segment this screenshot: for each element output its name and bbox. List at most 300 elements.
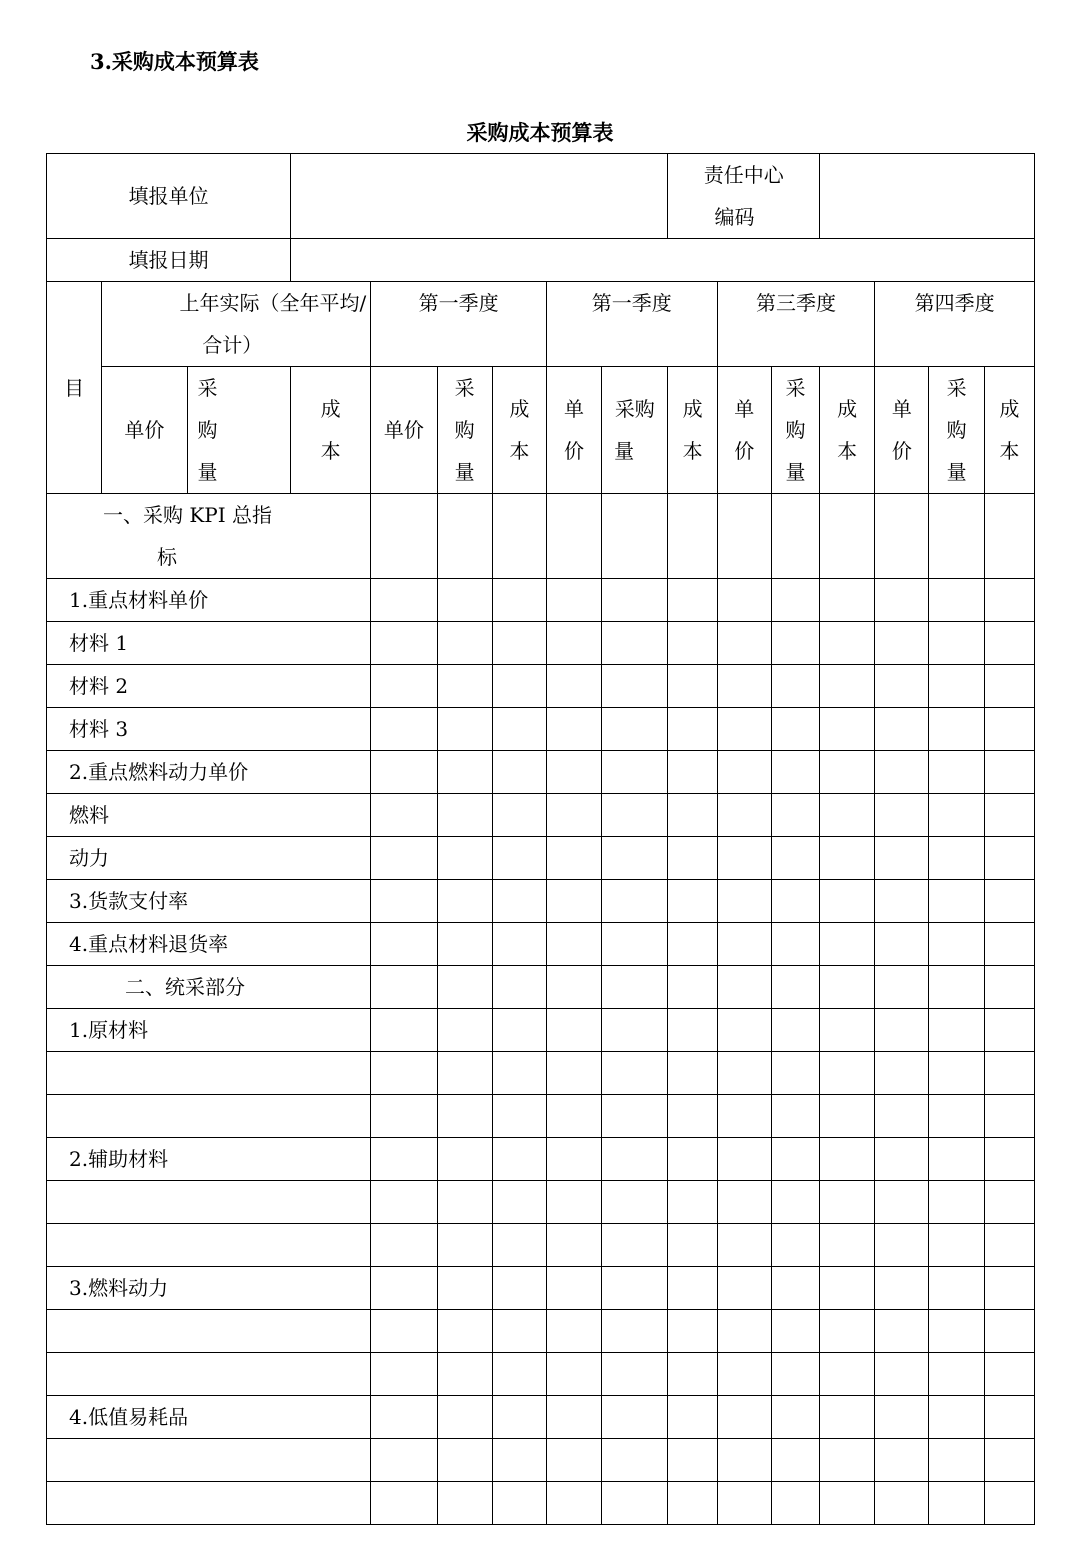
data-cell[interactable]: [717, 1138, 771, 1181]
data-cell[interactable]: [984, 923, 1034, 966]
data-cell[interactable]: [717, 1009, 771, 1052]
data-cell[interactable]: [820, 1009, 875, 1052]
data-cell[interactable]: [602, 494, 668, 579]
blank-row-label[interactable]: [47, 1224, 371, 1267]
data-cell[interactable]: [371, 1009, 437, 1052]
data-cell[interactable]: [602, 923, 668, 966]
data-cell[interactable]: [984, 1095, 1034, 1138]
data-cell[interactable]: [492, 1138, 546, 1181]
data-cell[interactable]: [371, 579, 437, 622]
data-cell[interactable]: [984, 966, 1034, 1009]
row-label: 3.货款支付率: [47, 880, 371, 923]
data-cell[interactable]: [546, 966, 601, 1009]
data-cell[interactable]: [492, 751, 546, 794]
data-cell[interactable]: [717, 751, 771, 794]
data-cell[interactable]: [875, 1482, 929, 1525]
data-cell[interactable]: [717, 1095, 771, 1138]
data-cell[interactable]: [492, 1396, 546, 1439]
data-cell[interactable]: [717, 1396, 771, 1439]
data-cell[interactable]: [771, 1267, 819, 1310]
data-cell[interactable]: [875, 1267, 929, 1310]
data-cell[interactable]: [929, 579, 984, 622]
data-cell[interactable]: [437, 880, 492, 923]
data-cell[interactable]: [437, 1439, 492, 1482]
data-cell[interactable]: [437, 751, 492, 794]
data-cell[interactable]: [546, 1138, 601, 1181]
data-cell[interactable]: [717, 579, 771, 622]
data-cell[interactable]: [668, 1009, 717, 1052]
data-cell[interactable]: [929, 708, 984, 751]
data-cell[interactable]: [820, 966, 875, 1009]
blank-row-label[interactable]: [47, 1439, 371, 1482]
data-cell[interactable]: [602, 1224, 668, 1267]
data-cell[interactable]: [668, 880, 717, 923]
data-cell[interactable]: [437, 1310, 492, 1353]
data-cell[interactable]: [437, 1482, 492, 1525]
prior-qty-header: 采 购 量: [187, 367, 290, 494]
data-cell[interactable]: [371, 1267, 437, 1310]
row-label: 2.重点燃料动力单价: [47, 751, 371, 794]
data-cell[interactable]: [717, 708, 771, 751]
responsibility-center-code-input[interactable]: [820, 154, 1035, 239]
data-cell[interactable]: [668, 1267, 717, 1310]
data-cell[interactable]: [437, 1396, 492, 1439]
data-cell[interactable]: [668, 1310, 717, 1353]
data-cell[interactable]: [717, 1482, 771, 1525]
data-cell[interactable]: [771, 1353, 819, 1396]
data-cell[interactable]: [929, 794, 984, 837]
data-cell[interactable]: [371, 1052, 437, 1095]
data-cell[interactable]: [492, 622, 546, 665]
data-cell[interactable]: [717, 622, 771, 665]
data-cell[interactable]: [371, 1396, 437, 1439]
data-cell[interactable]: [771, 1310, 819, 1353]
data-cell[interactable]: [437, 579, 492, 622]
fill-date-input[interactable]: [290, 239, 1034, 282]
data-cell[interactable]: [492, 1439, 546, 1482]
blank-row-label[interactable]: [47, 1310, 371, 1353]
data-cell[interactable]: [602, 966, 668, 1009]
data-cell[interactable]: [984, 1439, 1034, 1482]
data-cell[interactable]: [668, 794, 717, 837]
data-cell[interactable]: [546, 751, 601, 794]
data-cell[interactable]: [602, 622, 668, 665]
data-cell[interactable]: [717, 837, 771, 880]
data-cell[interactable]: [602, 794, 668, 837]
data-cell[interactable]: [371, 1138, 437, 1181]
data-cell[interactable]: [717, 1353, 771, 1396]
data-cell[interactable]: [668, 622, 717, 665]
data-cell[interactable]: [771, 1396, 819, 1439]
data-cell[interactable]: [717, 1224, 771, 1267]
data-cell[interactable]: [668, 1439, 717, 1482]
data-cell[interactable]: [875, 1052, 929, 1095]
data-cell[interactable]: [602, 1181, 668, 1224]
data-cell[interactable]: [771, 1224, 819, 1267]
blank-row-label[interactable]: [47, 1052, 371, 1095]
data-cell[interactable]: [602, 880, 668, 923]
data-cell[interactable]: [820, 1353, 875, 1396]
q2-header: 第一季度: [546, 282, 717, 367]
data-cell[interactable]: [929, 1267, 984, 1310]
data-cell[interactable]: [437, 708, 492, 751]
data-cell[interactable]: [875, 579, 929, 622]
data-cell[interactable]: [929, 923, 984, 966]
data-cell[interactable]: [984, 794, 1034, 837]
data-cell[interactable]: [492, 708, 546, 751]
data-cell[interactable]: [717, 1310, 771, 1353]
data-cell[interactable]: [984, 1181, 1034, 1224]
data-cell[interactable]: [492, 794, 546, 837]
data-cell[interactable]: [984, 1267, 1034, 1310]
data-cell[interactable]: [929, 622, 984, 665]
prior-unit-price-header: 单价: [102, 367, 187, 494]
data-cell[interactable]: [546, 1009, 601, 1052]
data-cell[interactable]: [929, 966, 984, 1009]
data-cell[interactable]: [929, 1439, 984, 1482]
fill-unit-input[interactable]: [290, 154, 668, 239]
data-cell[interactable]: [371, 1224, 437, 1267]
data-cell[interactable]: [984, 880, 1034, 923]
data-cell[interactable]: [820, 880, 875, 923]
data-cell[interactable]: [875, 1439, 929, 1482]
data-cell[interactable]: [602, 1052, 668, 1095]
data-cell[interactable]: [546, 708, 601, 751]
data-cell[interactable]: [984, 708, 1034, 751]
data-cell[interactable]: [875, 1009, 929, 1052]
data-cell[interactable]: [929, 665, 984, 708]
data-cell[interactable]: [984, 494, 1034, 579]
data-cell[interactable]: [371, 1439, 437, 1482]
data-cell[interactable]: [875, 1353, 929, 1396]
data-cell[interactable]: [437, 1181, 492, 1224]
data-cell[interactable]: [929, 751, 984, 794]
q3-header: 第三季度: [717, 282, 875, 367]
data-cell[interactable]: [668, 1095, 717, 1138]
data-cell[interactable]: [437, 665, 492, 708]
data-cell[interactable]: [984, 1482, 1034, 1525]
data-cell[interactable]: [929, 880, 984, 923]
data-cell[interactable]: [771, 1482, 819, 1525]
data-cell[interactable]: [371, 794, 437, 837]
data-cell[interactable]: [984, 1138, 1034, 1181]
data-cell[interactable]: [546, 1095, 601, 1138]
data-cell[interactable]: [820, 1439, 875, 1482]
data-cell[interactable]: [875, 708, 929, 751]
data-cell[interactable]: [602, 1009, 668, 1052]
data-cell[interactable]: [668, 708, 717, 751]
data-cell[interactable]: [820, 923, 875, 966]
data-cell[interactable]: [437, 1052, 492, 1095]
data-cell[interactable]: [717, 923, 771, 966]
data-cell[interactable]: [602, 579, 668, 622]
data-cell[interactable]: [929, 1310, 984, 1353]
data-cell[interactable]: [492, 579, 546, 622]
blank-row-label[interactable]: [47, 1353, 371, 1396]
data-cell[interactable]: [717, 1439, 771, 1482]
data-cell[interactable]: [929, 1482, 984, 1525]
data-cell[interactable]: [602, 665, 668, 708]
data-cell[interactable]: [602, 1482, 668, 1525]
data-cell[interactable]: [668, 1224, 717, 1267]
data-cell[interactable]: [492, 966, 546, 1009]
data-cell[interactable]: [437, 1353, 492, 1396]
data-cell[interactable]: [771, 1052, 819, 1095]
data-cell[interactable]: [668, 1396, 717, 1439]
data-cell[interactable]: [602, 1310, 668, 1353]
data-cell[interactable]: [437, 837, 492, 880]
row-label: 燃料: [47, 794, 371, 837]
prior-year-header: 上年实际（全年平均/ 合计）: [102, 282, 371, 367]
data-cell[interactable]: [820, 622, 875, 665]
data-cell[interactable]: [929, 494, 984, 579]
data-cell[interactable]: [546, 794, 601, 837]
data-cell[interactable]: [492, 1181, 546, 1224]
data-cell[interactable]: [875, 751, 929, 794]
data-cell[interactable]: [602, 1095, 668, 1138]
data-cell[interactable]: [875, 794, 929, 837]
data-cell[interactable]: [771, 622, 819, 665]
data-cell[interactable]: [984, 1009, 1034, 1052]
data-cell[interactable]: [371, 1310, 437, 1353]
data-cell[interactable]: [602, 751, 668, 794]
data-cell[interactable]: [984, 665, 1034, 708]
data-cell[interactable]: [929, 837, 984, 880]
data-cell[interactable]: [820, 494, 875, 579]
data-cell[interactable]: [984, 579, 1034, 622]
data-cell[interactable]: [546, 665, 601, 708]
data-cell[interactable]: [492, 880, 546, 923]
data-cell[interactable]: [771, 579, 819, 622]
q3-qty-header: 采 购 量: [771, 367, 819, 494]
data-cell[interactable]: [371, 837, 437, 880]
data-cell[interactable]: [717, 1267, 771, 1310]
data-cell[interactable]: [984, 1353, 1034, 1396]
data-cell[interactable]: [668, 1353, 717, 1396]
data-cell[interactable]: [717, 794, 771, 837]
data-cell[interactable]: [602, 1138, 668, 1181]
data-cell[interactable]: [437, 966, 492, 1009]
data-cell[interactable]: [492, 1224, 546, 1267]
data-cell[interactable]: [492, 923, 546, 966]
data-cell[interactable]: [875, 880, 929, 923]
data-cell[interactable]: [668, 751, 717, 794]
data-cell[interactable]: [492, 1095, 546, 1138]
data-cell[interactable]: [929, 1138, 984, 1181]
q1-unit-price-header: 单价: [371, 367, 437, 494]
data-cell[interactable]: [492, 1310, 546, 1353]
data-cell[interactable]: [771, 880, 819, 923]
data-cell[interactable]: [546, 1267, 601, 1310]
data-cell[interactable]: [371, 1482, 437, 1525]
data-cell[interactable]: [875, 1310, 929, 1353]
data-cell[interactable]: [771, 665, 819, 708]
data-cell[interactable]: [929, 1052, 984, 1095]
data-cell[interactable]: [546, 579, 601, 622]
data-cell[interactable]: [771, 1138, 819, 1181]
data-cell[interactable]: [492, 1052, 546, 1095]
data-cell[interactable]: [371, 622, 437, 665]
data-cell[interactable]: [492, 1009, 546, 1052]
data-cell[interactable]: [717, 665, 771, 708]
data-cell[interactable]: [437, 622, 492, 665]
data-cell[interactable]: [492, 1482, 546, 1525]
data-cell[interactable]: [929, 1009, 984, 1052]
data-cell[interactable]: [875, 837, 929, 880]
data-cell[interactable]: [437, 1267, 492, 1310]
data-cell[interactable]: [820, 751, 875, 794]
data-cell[interactable]: [771, 794, 819, 837]
data-cell[interactable]: [771, 1009, 819, 1052]
data-cell[interactable]: [546, 1439, 601, 1482]
blank-row-label[interactable]: [47, 1095, 371, 1138]
data-cell[interactable]: [820, 1310, 875, 1353]
data-cell[interactable]: [371, 494, 437, 579]
data-cell[interactable]: [875, 966, 929, 1009]
data-cell[interactable]: [492, 665, 546, 708]
data-cell[interactable]: [437, 494, 492, 579]
data-cell[interactable]: [771, 494, 819, 579]
data-cell[interactable]: [984, 622, 1034, 665]
data-cell[interactable]: [771, 837, 819, 880]
data-cell[interactable]: [717, 494, 771, 579]
data-cell[interactable]: [820, 1482, 875, 1525]
data-cell[interactable]: [771, 708, 819, 751]
data-cell[interactable]: [668, 923, 717, 966]
data-cell[interactable]: [929, 1181, 984, 1224]
data-cell[interactable]: [546, 837, 601, 880]
data-cell[interactable]: [875, 1138, 929, 1181]
q1-qty-header: 采 购 量: [437, 367, 492, 494]
data-cell[interactable]: [668, 1181, 717, 1224]
data-cell[interactable]: [820, 794, 875, 837]
data-cell[interactable]: [771, 1439, 819, 1482]
data-cell[interactable]: [771, 923, 819, 966]
data-cell[interactable]: [875, 1095, 929, 1138]
data-cell[interactable]: [371, 1353, 437, 1396]
data-cell[interactable]: [546, 1181, 601, 1224]
data-cell[interactable]: [875, 1181, 929, 1224]
data-cell[interactable]: [717, 1052, 771, 1095]
data-cell[interactable]: [668, 494, 717, 579]
data-cell[interactable]: [820, 708, 875, 751]
data-cell[interactable]: [602, 708, 668, 751]
data-cell[interactable]: [437, 1095, 492, 1138]
data-cell[interactable]: [602, 837, 668, 880]
data-cell[interactable]: [820, 1396, 875, 1439]
data-cell[interactable]: [820, 665, 875, 708]
blank-row-label[interactable]: [47, 1181, 371, 1224]
data-cell[interactable]: [492, 1267, 546, 1310]
data-cell[interactable]: [602, 1396, 668, 1439]
data-cell[interactable]: [437, 1224, 492, 1267]
data-cell[interactable]: [371, 708, 437, 751]
data-cell[interactable]: [771, 1181, 819, 1224]
data-cell[interactable]: [546, 880, 601, 923]
data-cell[interactable]: [875, 665, 929, 708]
data-cell[interactable]: [602, 1267, 668, 1310]
data-cell[interactable]: [668, 1482, 717, 1525]
data-cell[interactable]: [820, 837, 875, 880]
data-cell[interactable]: [771, 751, 819, 794]
blank-row-label[interactable]: [47, 1482, 371, 1525]
fill-date-label: 填报日期: [47, 239, 291, 282]
data-cell[interactable]: [492, 494, 546, 579]
data-cell[interactable]: [717, 966, 771, 1009]
data-cell[interactable]: [929, 1224, 984, 1267]
data-cell[interactable]: [437, 794, 492, 837]
data-cell[interactable]: [929, 1095, 984, 1138]
data-cell[interactable]: [371, 923, 437, 966]
data-cell[interactable]: [546, 1224, 601, 1267]
data-cell[interactable]: [820, 1138, 875, 1181]
data-cell[interactable]: [984, 751, 1034, 794]
row-label: 4.重点材料退货率: [47, 923, 371, 966]
data-cell[interactable]: [437, 1138, 492, 1181]
data-cell[interactable]: [875, 1396, 929, 1439]
data-cell[interactable]: [820, 1181, 875, 1224]
data-cell[interactable]: [492, 1353, 546, 1396]
data-cell[interactable]: [546, 1310, 601, 1353]
data-cell[interactable]: [546, 923, 601, 966]
data-cell[interactable]: [371, 880, 437, 923]
data-cell[interactable]: [820, 1052, 875, 1095]
data-cell[interactable]: [984, 1052, 1034, 1095]
data-cell[interactable]: [546, 1482, 601, 1525]
data-cell[interactable]: [371, 1095, 437, 1138]
data-cell[interactable]: [875, 1224, 929, 1267]
data-cell[interactable]: [984, 1224, 1034, 1267]
data-cell[interactable]: [668, 1138, 717, 1181]
data-cell[interactable]: [717, 880, 771, 923]
data-cell[interactable]: [602, 1439, 668, 1482]
data-cell[interactable]: [546, 622, 601, 665]
data-cell[interactable]: [371, 1181, 437, 1224]
data-cell[interactable]: [929, 1353, 984, 1396]
data-cell[interactable]: [820, 1224, 875, 1267]
data-cell[interactable]: [371, 966, 437, 1009]
data-cell[interactable]: [602, 1353, 668, 1396]
data-cell[interactable]: [668, 579, 717, 622]
data-cell[interactable]: [875, 622, 929, 665]
data-cell[interactable]: [717, 1181, 771, 1224]
data-cell[interactable]: [668, 1052, 717, 1095]
data-cell[interactable]: [929, 1396, 984, 1439]
data-cell[interactable]: [984, 1396, 1034, 1439]
data-cell[interactable]: [984, 837, 1034, 880]
data-cell[interactable]: [546, 1052, 601, 1095]
data-cell[interactable]: [875, 494, 929, 579]
data-cell[interactable]: [668, 966, 717, 1009]
data-cell[interactable]: [875, 923, 929, 966]
data-cell[interactable]: [771, 1095, 819, 1138]
data-cell[interactable]: [820, 1267, 875, 1310]
data-cell[interactable]: [546, 494, 601, 579]
data-cell[interactable]: [437, 1009, 492, 1052]
data-cell[interactable]: [546, 1353, 601, 1396]
data-cell[interactable]: [371, 751, 437, 794]
data-cell[interactable]: [668, 665, 717, 708]
data-cell[interactable]: [820, 1095, 875, 1138]
data-cell[interactable]: [546, 1396, 601, 1439]
data-cell[interactable]: [492, 837, 546, 880]
data-cell[interactable]: [771, 966, 819, 1009]
data-cell[interactable]: [820, 579, 875, 622]
data-cell[interactable]: [984, 1310, 1034, 1353]
data-cell[interactable]: [371, 665, 437, 708]
data-cell[interactable]: [668, 837, 717, 880]
data-cell[interactable]: [437, 923, 492, 966]
